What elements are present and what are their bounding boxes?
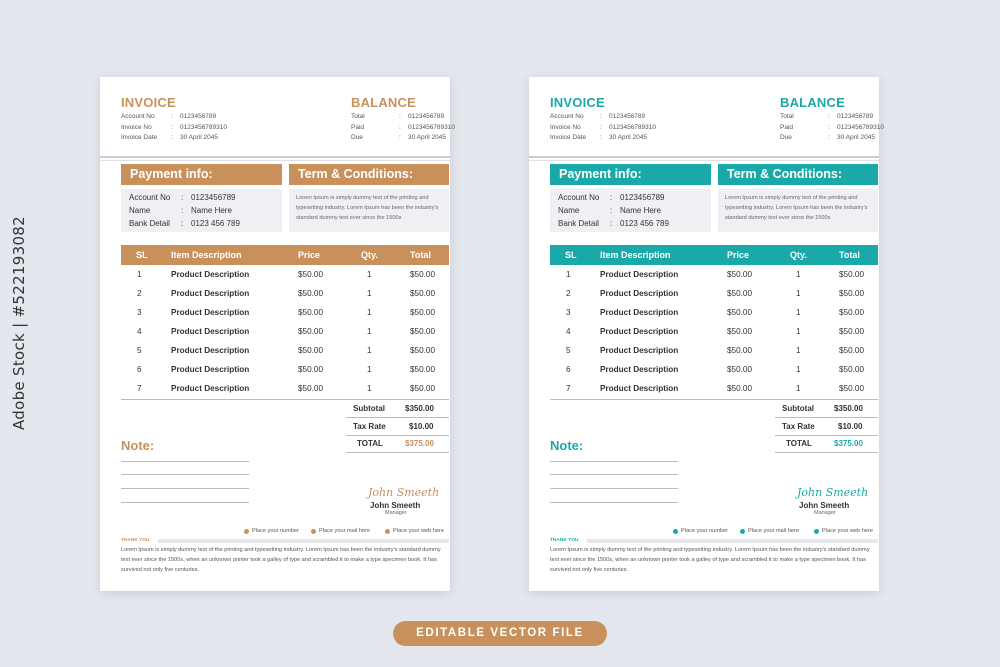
row-item-description: Product Description	[600, 384, 679, 393]
balance-field-row: Due : 30 April 2045	[780, 134, 875, 141]
row-price: $50.00	[727, 365, 753, 374]
tax-rate-label: Tax Rate	[353, 422, 386, 431]
header-item-description: Item Description	[171, 250, 242, 260]
tax-rate-value: $10.00	[838, 422, 863, 431]
mail-icon	[740, 529, 745, 534]
payment-field-row: Bank Detail : 0123 456 789	[558, 219, 669, 228]
invoice-field-row: Invoice Date : 30 April 2045	[121, 134, 218, 141]
table-row	[550, 303, 878, 322]
table-row	[550, 284, 878, 303]
row-item-description: Product Description	[600, 289, 679, 298]
total-value: $375.00	[405, 439, 434, 448]
row-qty: 1	[367, 270, 372, 279]
tax-rule	[346, 435, 449, 436]
row-price: $50.00	[727, 327, 753, 336]
invoice-fields	[550, 112, 656, 144]
thank-you-bar	[587, 539, 878, 543]
thank-you-label: THANK YOU	[550, 538, 579, 543]
row-qty: 1	[796, 308, 801, 317]
row-item-description: Product Description	[171, 308, 250, 317]
row-sl: 1	[566, 270, 571, 279]
row-qty: 1	[796, 289, 801, 298]
row-qty: 1	[367, 346, 372, 355]
phone-icon	[244, 529, 249, 534]
subtotal-label: Subtotal	[782, 404, 814, 413]
row-qty: 1	[796, 365, 801, 374]
row-sl: 5	[137, 346, 142, 355]
editable-vector-banner: EDITABLE VECTOR FILE	[393, 621, 607, 646]
invoice-field-row: Account No : 0123456789	[121, 113, 217, 120]
row-sl: 4	[137, 327, 142, 336]
row-qty: 1	[796, 327, 801, 336]
watermark-text: Adobe Stock | #522193082	[10, 216, 28, 430]
row-sl: 5	[566, 346, 571, 355]
row-sl: 1	[137, 270, 142, 279]
row-total: $50.00	[839, 289, 865, 298]
note-line	[550, 474, 678, 475]
row-price: $50.00	[727, 346, 753, 355]
balance-field-row: Paid : 0123456789310	[351, 123, 455, 131]
row-item-description: Product Description	[171, 270, 250, 279]
payment-fields	[558, 191, 669, 230]
row-item-description: Product Description	[600, 365, 679, 374]
row-sl: 2	[137, 289, 142, 298]
table-row	[121, 303, 449, 322]
row-qty: 1	[796, 270, 801, 279]
row-price: $50.00	[298, 308, 324, 317]
invoice-sheet-right	[529, 77, 884, 591]
row-price: $50.00	[727, 384, 753, 393]
row-price: $50.00	[298, 384, 324, 393]
header-divider	[100, 156, 450, 158]
total-label: TOTAL	[357, 439, 383, 448]
row-qty: 1	[796, 384, 801, 393]
header-sl: SL	[565, 250, 577, 260]
balance-title: BALANCE	[351, 95, 416, 110]
header-divider	[529, 156, 879, 158]
row-total: $50.00	[410, 384, 436, 393]
subtotal-value: $350.00	[405, 404, 434, 413]
balance-field-row: Total : 0123456789	[780, 113, 874, 120]
header-divider-thin	[529, 160, 879, 161]
web-icon	[385, 529, 390, 534]
payment-info-bar: Payment info:	[121, 164, 282, 185]
row-price: $50.00	[298, 270, 324, 279]
table-bottom-rule	[550, 399, 878, 400]
row-sl: 7	[137, 384, 142, 393]
note-line	[121, 461, 249, 462]
terms-bar: Term & Conditions:	[289, 164, 449, 185]
web-icon	[814, 529, 819, 534]
thank-you-label: THANK YOU	[121, 538, 150, 543]
row-sl: 2	[566, 289, 571, 298]
balance-fields	[780, 112, 884, 144]
table-row	[121, 379, 449, 398]
note-line	[550, 488, 678, 489]
footer-text: Lorem Ipsum is simply dummy text of the printing and typesetting industry. Lorem Ipsum has been the industry's standard dummy text ever since the 1500s, when an unknown printer took a galley of type and scrambled it to make a type specimen book. It has survived not only five centuries.	[550, 547, 870, 573]
signer-role: Manager	[814, 510, 836, 516]
note-line	[550, 461, 678, 462]
note-title: Note:	[550, 438, 584, 453]
row-item-description: Product Description	[600, 346, 679, 355]
note-line	[550, 502, 678, 503]
contact-mail: Place your mail here	[311, 528, 370, 534]
row-item-description: Product Description	[171, 365, 250, 374]
table-row	[121, 284, 449, 303]
row-qty: 1	[367, 365, 372, 374]
table-row	[550, 341, 878, 360]
payment-field-row: Name : Name Here	[558, 206, 661, 215]
phone-icon	[673, 529, 678, 534]
balance-field-row: Paid : 0123456789310	[780, 123, 884, 131]
row-total: $50.00	[410, 308, 436, 317]
note-line	[121, 502, 249, 503]
subtotal-rule	[346, 417, 449, 418]
contact-phone: Place your number	[673, 528, 728, 534]
thank-you-bar	[158, 539, 449, 543]
invoice-title: INVOICE	[121, 95, 176, 110]
table-row	[121, 322, 449, 341]
row-qty: 1	[367, 308, 372, 317]
header-divider-thin	[100, 160, 450, 161]
balance-title: BALANCE	[780, 95, 845, 110]
table-row	[550, 379, 878, 398]
invoice-field-row: Invoice No : 0123456789310	[550, 123, 656, 131]
row-total: $50.00	[410, 365, 436, 374]
total-rule	[346, 452, 449, 453]
note-line	[121, 474, 249, 475]
invoice-field-row: Invoice Date : 30 April 2045	[550, 134, 647, 141]
row-price: $50.00	[727, 289, 753, 298]
row-price: $50.00	[727, 270, 753, 279]
invoice-field-row: Invoice No : 0123456789310	[121, 123, 227, 131]
payment-info-bar: Payment info:	[550, 164, 711, 185]
row-price: $50.00	[298, 327, 324, 336]
invoice-field-row: Account No : 0123456789	[550, 113, 646, 120]
row-sl: 7	[566, 384, 571, 393]
header-price: Price	[727, 250, 750, 260]
row-item-description: Product Description	[600, 270, 679, 279]
table-row	[550, 322, 878, 341]
row-item-description: Product Description	[171, 289, 250, 298]
table-row	[550, 360, 878, 379]
items-table-header	[550, 245, 878, 265]
balance-field-row: Total : 0123456789	[351, 113, 445, 120]
row-total: $50.00	[839, 346, 865, 355]
subtotal-label: Subtotal	[353, 404, 385, 413]
tax-rate-label: Tax Rate	[782, 422, 815, 431]
payment-field-row: Name : Name Here	[129, 206, 232, 215]
terms-text: Lorem Ipsum is simply dummy text of the printing and typesetting industry. Lorem Ipsum has been the industry's standard dummy text ever since the 1500s	[296, 195, 439, 221]
contact-web: Place your web here	[385, 528, 444, 534]
header-sl: SL	[136, 250, 148, 260]
row-sl: 3	[137, 308, 142, 317]
total-label: TOTAL	[786, 439, 812, 448]
payment-field-row: Account No : 0123456789	[129, 193, 236, 202]
balance-field-row: Due : 30 April 2045	[351, 134, 446, 141]
row-total: $50.00	[839, 384, 865, 393]
row-sl: 6	[137, 365, 142, 374]
row-total: $50.00	[839, 270, 865, 279]
row-total: $50.00	[410, 270, 436, 279]
total-rule	[775, 452, 878, 453]
invoice-fields	[121, 112, 227, 144]
subtotal-rule	[775, 417, 878, 418]
terms-text: Lorem Ipsum is simply dummy text of the printing and typesetting industry. Lorem Ipsum has been the industry's standard dummy text ever since the 1500s	[725, 195, 868, 221]
tax-rule	[775, 435, 878, 436]
row-total: $50.00	[839, 327, 865, 336]
row-qty: 1	[367, 289, 372, 298]
table-bottom-rule	[121, 399, 449, 400]
subtotal-value: $350.00	[834, 404, 863, 413]
total-value: $375.00	[834, 439, 863, 448]
signature: John Smeeth	[797, 486, 869, 499]
table-row	[121, 341, 449, 360]
invoice-sheet-left	[100, 77, 455, 591]
row-total: $50.00	[410, 289, 436, 298]
invoice-title: INVOICE	[550, 95, 605, 110]
table-row	[550, 265, 878, 284]
signature: John Smeeth	[368, 486, 440, 499]
payment-fields	[129, 191, 240, 230]
row-sl: 4	[566, 327, 571, 336]
contact-phone: Place your number	[244, 528, 299, 534]
row-qty: 1	[367, 327, 372, 336]
header-total: Total	[839, 250, 860, 260]
terms-bar: Term & Conditions:	[718, 164, 878, 185]
row-price: $50.00	[298, 346, 324, 355]
row-item-description: Product Description	[171, 384, 250, 393]
payment-field-row: Account No : 0123456789	[558, 193, 665, 202]
signer-name: John Smeeth	[370, 501, 421, 510]
row-price: $50.00	[727, 308, 753, 317]
header-qty: Qty.	[361, 250, 378, 260]
row-qty: 1	[796, 346, 801, 355]
row-item-description: Product Description	[600, 327, 679, 336]
tax-rate-value: $10.00	[409, 422, 434, 431]
contact-web: Place your web here	[814, 528, 873, 534]
header-qty: Qty.	[790, 250, 807, 260]
signer-name: John Smeeth	[799, 501, 850, 510]
balance-fields	[351, 112, 455, 144]
signer-role: Manager	[385, 510, 407, 516]
mail-icon	[311, 529, 316, 534]
row-price: $50.00	[298, 289, 324, 298]
row-price: $50.00	[298, 365, 324, 374]
row-item-description: Product Description	[171, 346, 250, 355]
row-total: $50.00	[410, 327, 436, 336]
row-sl: 6	[566, 365, 571, 374]
header-total: Total	[410, 250, 431, 260]
footer-text: Lorem Ipsum is simply dummy text of the printing and typesetting industry. Lorem Ipsum has been the industry's standard dummy text ever since the 1500s, when an unknown printer took a galley of type and scrambled it to make a type specimen book. It has survived not only five centuries.	[121, 547, 441, 573]
row-total: $50.00	[839, 308, 865, 317]
table-row	[121, 265, 449, 284]
contact-mail: Place your mail here	[740, 528, 799, 534]
row-total: $50.00	[839, 365, 865, 374]
row-item-description: Product Description	[171, 327, 250, 336]
row-item-description: Product Description	[600, 308, 679, 317]
row-qty: 1	[367, 384, 372, 393]
header-price: Price	[298, 250, 321, 260]
table-row	[121, 360, 449, 379]
note-line	[121, 488, 249, 489]
row-total: $50.00	[410, 346, 436, 355]
note-title: Note:	[121, 438, 155, 453]
header-item-description: Item Description	[600, 250, 671, 260]
row-sl: 3	[566, 308, 571, 317]
items-table-header	[121, 245, 449, 265]
payment-field-row: Bank Detail : 0123 456 789	[129, 219, 240, 228]
